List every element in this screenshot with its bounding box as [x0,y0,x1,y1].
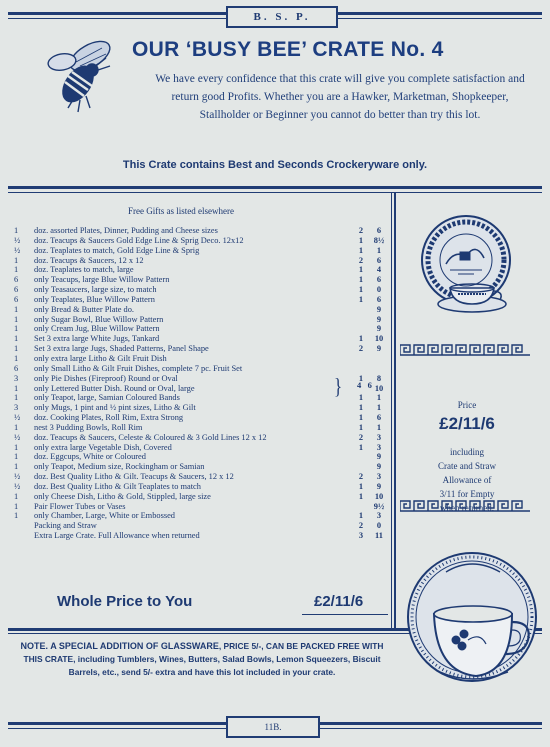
item-shillings: 1 [358,393,364,403]
item-desc: Extra Large Crate. Full Allowance when returned [34,531,200,541]
list-item [14,482,394,492]
item-desc: only Pie Dishes (Fireproof) Round or Oval [34,373,178,383]
item-qty: 1 [14,511,19,521]
list-item [14,443,394,453]
item-desc: doz. Teacups & Saucers, 12 x 12 [34,255,144,265]
item-pence: 3 [376,472,382,482]
item-qty: 1 [14,344,19,354]
item-desc: doz. assorted Plates, Dinner, Pudding and Cheese sizes [34,226,218,235]
page-number: 11B. [226,716,320,738]
item-desc: Pair Flower Tubes or Vases [34,501,126,511]
item-shillings: 1 [358,373,364,383]
item-pence: 3 [376,442,382,452]
greek-key-border-bottom [400,500,530,512]
item-qty: 6 [14,363,19,373]
list-item [14,305,394,315]
item-pence: 9 [376,344,382,354]
item-qty: 6 [14,275,19,285]
item-shillings: 1 [358,294,364,304]
list-item [14,344,394,354]
item-pence: 1 [376,403,382,413]
item-qty: ½ [14,235,21,245]
item-qty: 1 [14,334,19,344]
item-desc: nest 3 Pudding Bowls, Roll Rim [34,422,143,432]
item-shillings: 1 [358,413,364,423]
section-rule [8,186,542,189]
item-qty: ½ [14,413,21,423]
item-shillings: 1 [358,334,364,344]
item-shillings: 2 [358,521,364,531]
fruit-set-price [357,380,372,390]
item-desc: only extra large Vegetable Dish, Covered [34,442,172,452]
item-pence: 9 [376,324,382,334]
item-pence: 9 [376,462,382,472]
item-pence: 9 [376,304,382,314]
list-item [14,492,394,502]
item-qty: 1 [14,422,19,432]
list-item [14,295,394,305]
item-desc: doz. Best Quality Litho & Gilt. Teacups & Saucers, 12 x 12 [34,472,234,482]
list-item [14,531,394,541]
list-item [14,413,394,423]
item-qty: 1 [14,442,19,452]
item-shillings: 2 [358,472,364,482]
item-pence: 10 [374,491,384,501]
item-qty: ½ [14,432,21,442]
item-shillings: 3 [358,531,364,541]
list-item [14,275,394,285]
item-pence: 9 [376,481,382,491]
whole-price-label: Whole Price to You [57,593,193,610]
item-pence: 0 [376,285,382,295]
item-qty: 6 [14,285,19,295]
allowance-line: 3/11 for Empty [439,489,495,499]
item-desc: only Bread & Butter Plate do. [34,304,135,314]
item-shillings: 1 [358,422,364,432]
item-desc: only Teapot, large, Samian Coloured Bands [34,393,180,403]
item-qty: 1 [14,314,19,324]
allowance-line: when returned. [440,503,494,513]
fruit-set-shillings: 4 [357,380,362,390]
item-desc: only Cream Jug, Blue Willow Pattern [34,324,160,334]
item-qty: 1 [14,324,19,334]
item-pence: 1 [376,393,382,403]
list-item [14,502,394,512]
fruit-set-pence: 6 [367,380,372,390]
item-shillings: 1 [358,511,364,521]
list-item [14,324,394,334]
list-item [14,521,394,531]
whole-price-value: £2/11/6 [314,593,364,610]
item-qty: 1 [14,501,19,511]
including-text: including [450,447,484,457]
item-desc: doz. Cooking Plates, Roll Rim, Extra Strong [34,413,184,423]
item-shillings: 1 [358,481,364,491]
list-item [14,423,394,433]
item-pence: 1 [376,245,382,255]
crate-subheading: This Crate contains Best and Seconds Crockeryware only. [122,159,428,171]
list-item [14,226,394,236]
allowance-line: Allowance of [442,475,492,485]
item-shillings: 1 [358,245,364,255]
item-qty: 1 [14,452,19,462]
item-pence: 10 [374,383,384,393]
list-item [14,246,394,256]
intro-paragraph: We have every confidence that this crate will give you complete satisfaction and return good Profits. Whether you are a Hawker, Marketman, Shopkeeper, Stallholder or Beginner you cannot do better than try this lot. [155,73,525,121]
header-label: B. S. P. [226,6,338,28]
list-item [14,265,394,275]
item-desc: doz. Teaplates to match, Gold Edge Line & Sprig [34,245,200,255]
greek-key-icon [400,501,530,511]
whole-price-underline [302,614,388,615]
note-lead: NOTE. A SPECIAL ADDITION OF [20,641,161,651]
bee-illustration [40,36,120,116]
item-shillings: 1 [358,275,364,285]
item-pence: 8 [376,373,382,383]
item-pence: 6 [376,255,382,265]
item-desc: Packing and Straw [34,521,97,531]
item-pence: 8½ [373,235,385,245]
item-desc: Set 3 extra large Jugs, Shaded Patterns, Panel Shape [34,344,209,354]
item-qty: 1 [14,226,19,235]
item-pence: 6 [376,275,382,285]
item-qty: 1 [14,393,19,403]
item-desc: only Lettered Butter Dish. Round or Oval, large [34,383,195,393]
column-divider [394,192,396,630]
item-qty: 1 [14,383,19,393]
item-desc: doz. Teaplates to match, large [34,265,134,275]
item-desc: only Teapot, Medium size, Rockingham or Samian [34,462,205,472]
item-shillings: 2 [358,226,364,235]
item-shillings: 1 [358,491,364,501]
item-desc: only Mugs, 1 pint and ½ pint sizes, Litho & Gilt [34,403,196,413]
item-desc: only Small Litho & Gilt Fruit Dishes, complete 7 pc. Fruit Set [34,363,243,373]
item-qty: ½ [14,245,21,255]
item-shillings: 2 [358,344,364,354]
item-pence: 3 [376,511,382,521]
item-desc: only Teaplates, Blue Willow Pattern [34,294,155,304]
list-item [14,256,394,266]
item-qty: 1 [14,304,19,314]
item-pence: 6 [376,294,382,304]
item-desc: Set 3 extra large White Jugs, Tankard [34,334,160,344]
list-item [14,334,394,344]
item-pence: 9 [376,314,382,324]
item-shillings: 1 [358,265,364,275]
list-item [14,462,394,472]
item-desc: only Teacups, large Blue Willow Pattern [34,275,170,285]
item-desc: doz. Teacups & Saucers Gold Edge Line & Sprig Deco. 12x12 [34,235,244,245]
item-desc: only Chamber, Large, White or Embossed [34,511,175,521]
item-qty: 1 [14,353,19,363]
page-title: OUR ‘BUSY BEE’ CRATE No. 4 [132,38,444,61]
item-pence: 0 [376,521,382,531]
item-desc: doz. Teacups & Saucers, Celeste & Coloured & 3 Gold Lines 12 x 12 [34,432,267,442]
item-pence: 6 [376,226,382,235]
item-shillings: 1 [358,403,364,413]
item-pence: 4 [376,265,382,275]
side-price: £2/11/6 [439,414,495,433]
glassware-note [14,640,390,679]
list-item [14,236,394,246]
cup-and-saucer-illustration [400,522,540,712]
greek-key-border-top [400,344,530,356]
item-pence: 11 [375,531,383,541]
item-qty: 1 [14,491,19,501]
item-qty: 3 [14,373,19,383]
willow-plate-illustration [414,212,524,322]
item-shillings: 2 [358,432,364,442]
section-rule-thin [8,192,542,193]
item-desc: only Sugar Bowl, Blue Willow Pattern [34,314,164,324]
note-body: , PRICE 5/-, CAN BE PACKED FREE WITH THIS CRATE, including Tumblers, Wines, Butters, Salad Bowls, Lemon Squeezers, Biscuit Barrels, etc., send 5/- extra and have this lot included in your crate. [23,641,384,677]
item-qty: 6 [14,294,19,304]
list-item [14,433,394,443]
fruit-set-brace: } [334,374,343,399]
item-qty: 1 [14,255,19,265]
item-shillings: 1 [358,285,364,295]
note-glassware: GLASSWARE [160,641,219,651]
list-item [14,285,394,295]
item-desc: only Teasaucers, large size, to match [34,285,157,295]
greek-key-icon [400,345,530,355]
item-desc: only Cheese Dish, Litho & Gold, Stippled, large size [34,491,211,501]
list-item [14,364,394,374]
list-item [14,511,394,521]
list-item [14,452,394,462]
item-pence: 6 [376,413,382,423]
item-pence: 10 [374,334,384,344]
free-gifts-note: Free Gifts as listed elsewhere [128,206,234,216]
item-desc: doz. Eggcups, White or Coloured [34,452,146,462]
item-pence: 1 [376,422,382,432]
item-shillings: 2 [358,255,364,265]
item-qty: 3 [14,403,19,413]
item-qty: 1 [14,462,19,472]
list-item [14,403,394,413]
item-shillings: 1 [358,235,364,245]
allowance-line: Crate and Straw [438,461,496,471]
item-pence: 9 [376,452,382,462]
item-pence: 9½ [373,501,385,511]
item-qty: ½ [14,481,21,491]
list-item [14,354,394,364]
item-desc: only extra large Litho & Gilt Fruit Dish [34,353,167,363]
side-price-label: Price [457,400,477,410]
list-item [14,472,394,482]
item-pence: 3 [376,432,382,442]
item-desc: doz. Best Quality Litho & Gilt Teaplates to match [34,481,201,491]
item-qty: 1 [14,265,19,275]
list-item [14,315,394,325]
item-shillings: 1 [358,442,364,452]
item-qty: ½ [14,472,21,482]
